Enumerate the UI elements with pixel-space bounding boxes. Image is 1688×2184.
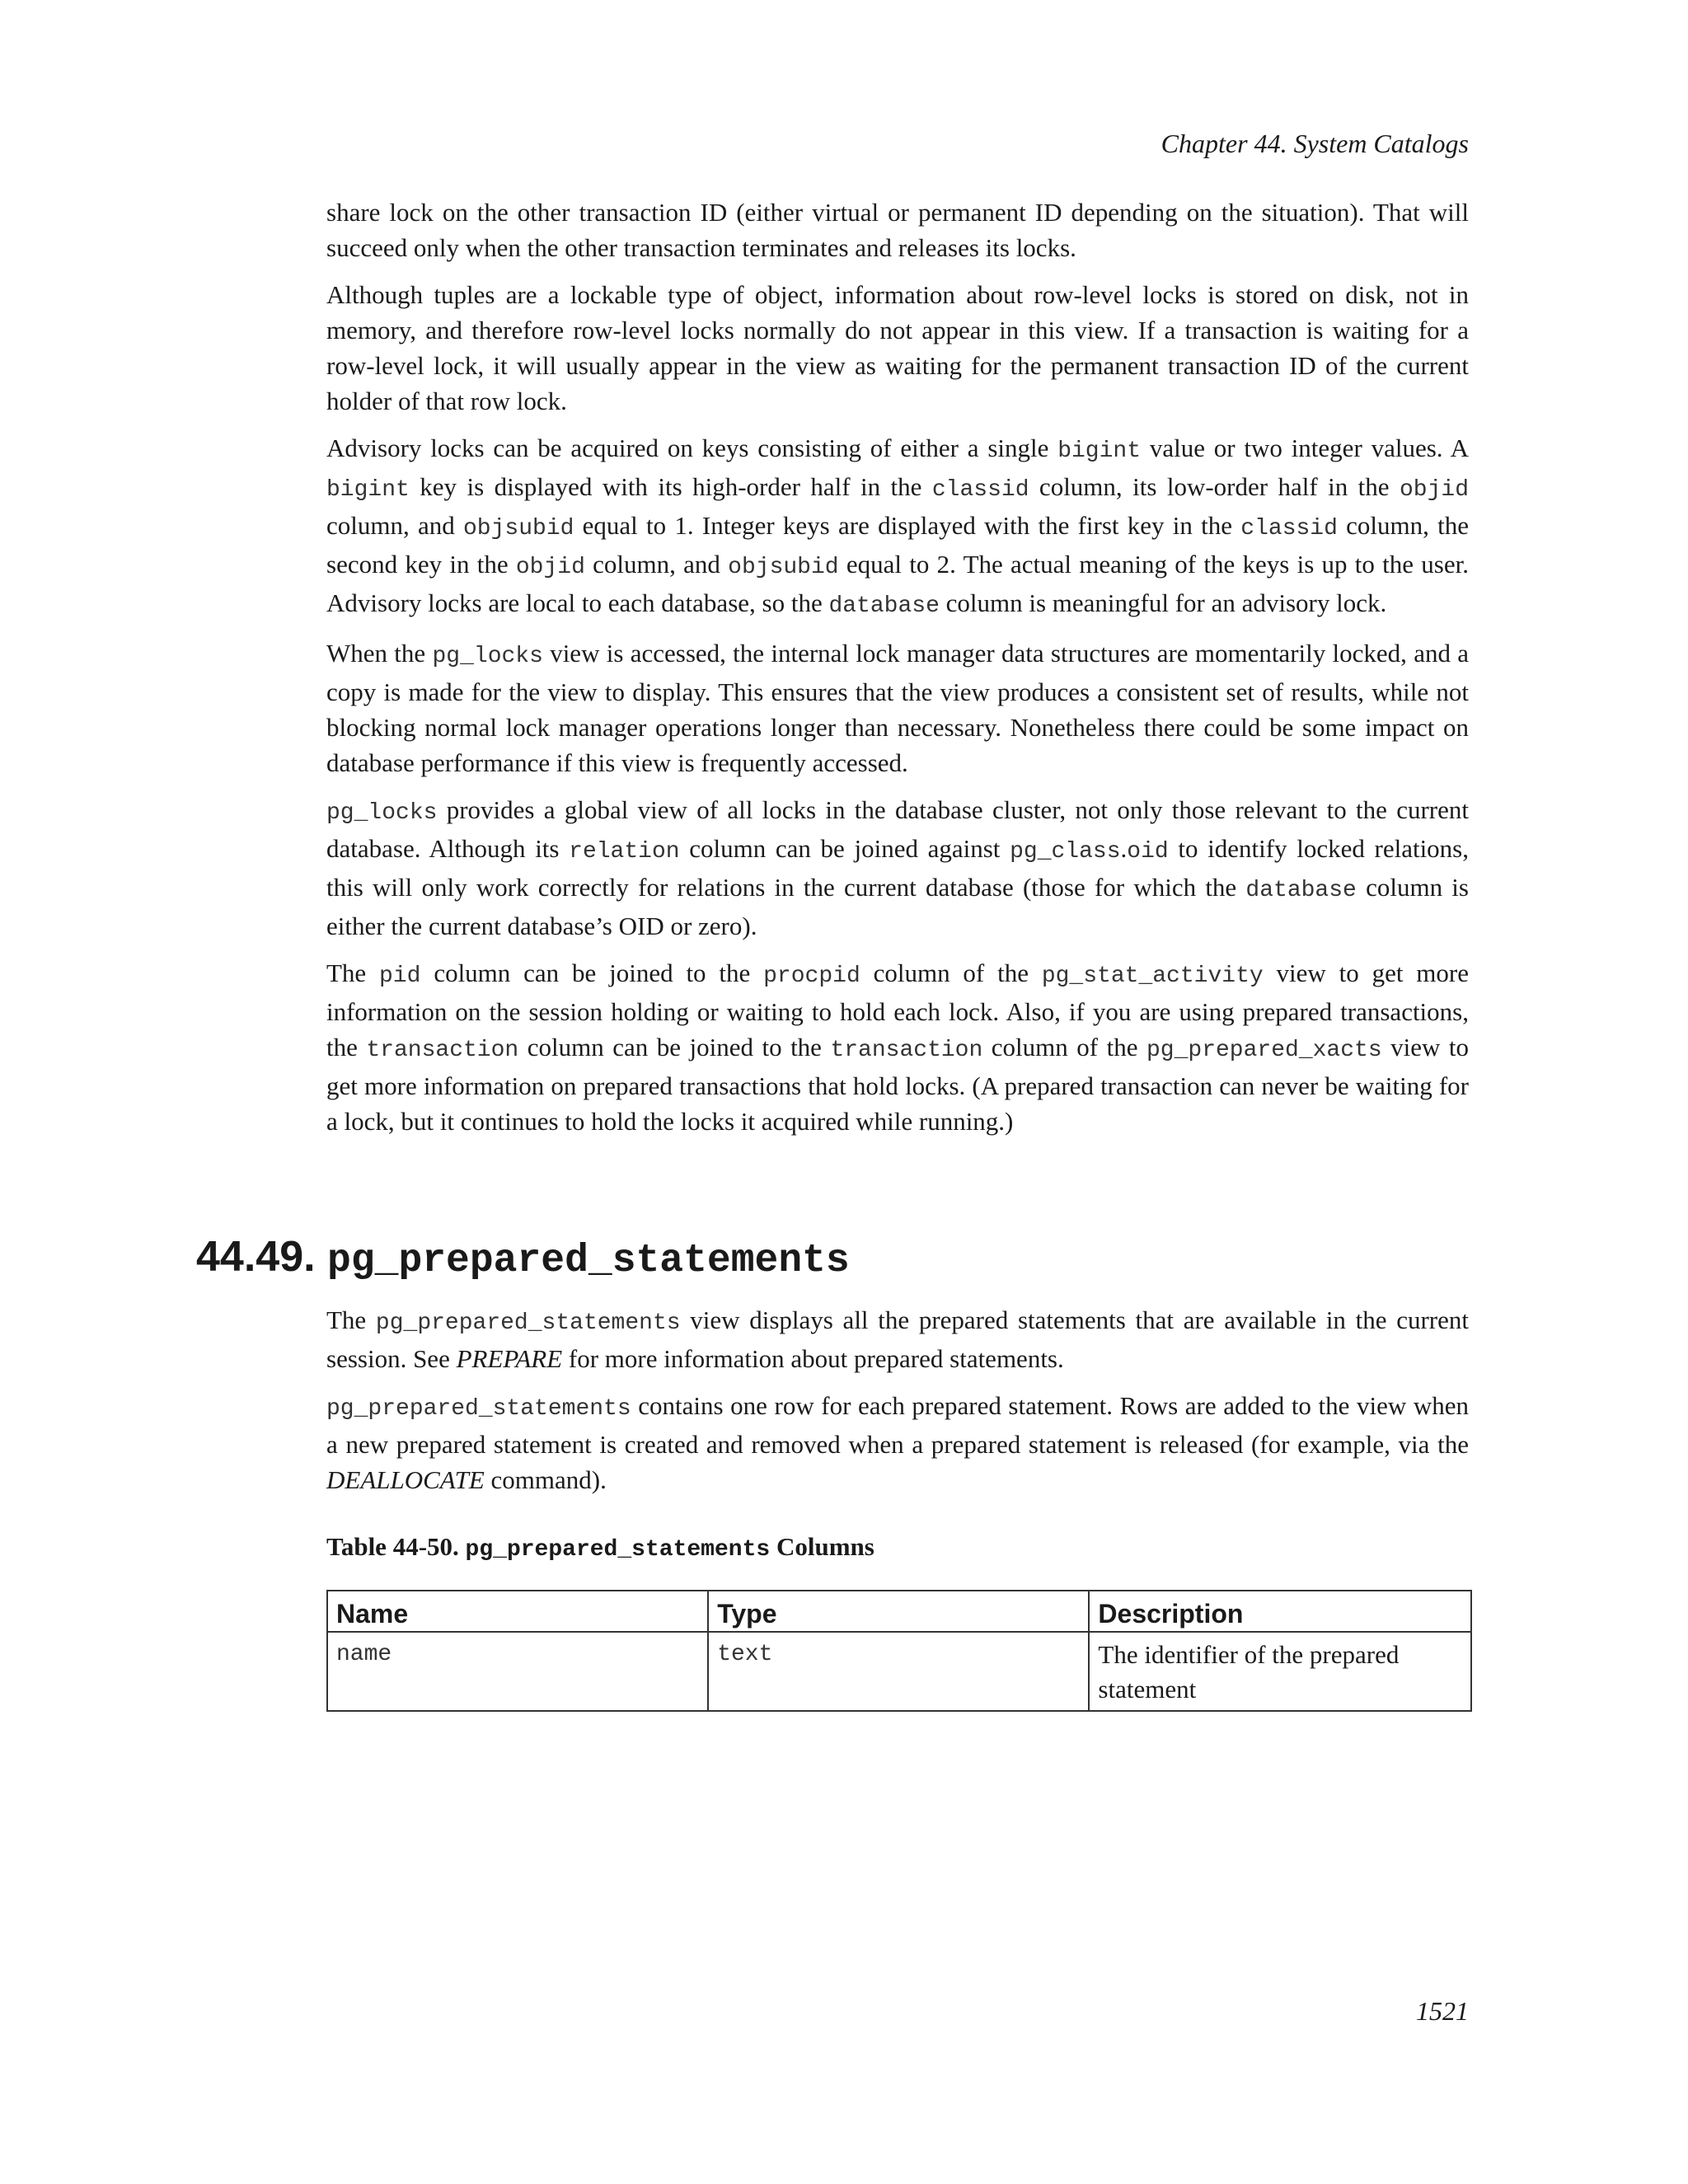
code-classid: classid	[931, 477, 1029, 503]
section-body	[326, 1302, 1469, 1712]
section-number: 44.49.	[196, 1233, 316, 1281]
code-transaction: transaction	[366, 1038, 519, 1063]
cell-description: The identifier of the prepared statement	[1089, 1632, 1471, 1711]
table-header-row	[327, 1591, 1471, 1632]
running-header: Chapter 44. System Catalogs	[1160, 129, 1469, 158]
text-run: column can be joined to the	[420, 958, 764, 987]
code-classid: classid	[1240, 516, 1338, 541]
text-run: view displays all the prepared statements that are available in the current session. See	[326, 1305, 1469, 1373]
code-objid: objid	[515, 555, 585, 580]
paragraph-global-view	[326, 792, 1469, 944]
text-run: to identify locked relations, this will only work correctly for relations in the current database (those for which the	[326, 834, 1469, 902]
caption-code: pg_prepared_statements	[465, 1537, 771, 1563]
code-bigint: bigint	[326, 477, 410, 503]
text-run: The	[326, 958, 380, 987]
table-row	[327, 1632, 1471, 1711]
text-run: The	[326, 1305, 376, 1334]
paragraph-view-description	[326, 1302, 1469, 1376]
text-run: view is accessed, the internal lock manager data structures are momentarily locked, and a copy is made for the view to display. This ensures that the view produces a consistent set of results, while not blocking normal lock manager operations longer than necessary. Nonetheless there could be some impact on database performance if this view is frequently accessed.	[326, 639, 1470, 777]
text-run: column, its low-order half in the	[1029, 472, 1400, 501]
text-run: provides a global view of all locks in the database cluster, not only those relevant to the current database. Although its	[326, 795, 1469, 863]
code-pg-prepared-statements: pg_prepared_statements	[375, 1310, 681, 1336]
text-run: column can be joined against	[679, 834, 1010, 863]
text-run: Although tuples are a lockable type of object, information about row-level locks is stored on disk, not in memory, and therefore row-level locks normally do not appear in this view. If a transaction is waiting for a row-level lock, it will usually appear in the view as waiting for the permanent transaction ID of the current holder of that row lock.	[326, 280, 1469, 415]
code-objsubid: objsubid	[463, 516, 574, 541]
code-transaction: transaction	[830, 1038, 983, 1063]
text-run: column is either the current database’s OID or zero).	[326, 873, 1469, 940]
section-title-code: pg_prepared_statements	[327, 1239, 850, 1283]
code-relation: relation	[569, 839, 680, 865]
section-heading	[196, 1228, 850, 1290]
text-run: equal to 1. Integer keys are displayed with the first key in the	[574, 511, 1241, 540]
paragraph-pg-locks-access	[326, 635, 1469, 780]
code-pg-locks: pg_locks	[432, 644, 543, 669]
text-run: When the	[326, 639, 433, 668]
code-database: database	[1245, 878, 1357, 903]
code-oid: oid	[1127, 839, 1169, 865]
paragraph-pid-column	[326, 955, 1469, 1139]
code-pg-prepared-statements: pg_prepared_statements	[326, 1396, 631, 1422]
text-run: .	[1120, 834, 1128, 863]
code-pg-locks: pg_locks	[326, 800, 438, 826]
text-run: view to get more information on the session holding or waiting to hold each lock. Also, if you are using prepared transactions, the	[326, 958, 1469, 1062]
text-run: contains one row for each prepared statement. Rows are added to the view when a new prepared statement is created and removed when a prepared statement is released (for example, via the	[326, 1391, 1469, 1459]
text-run: value or two integer values. A	[1141, 434, 1469, 462]
columns-table	[326, 1590, 1472, 1712]
text-run: column, and	[326, 511, 463, 540]
page-number: 1521	[1416, 1996, 1469, 2026]
header-type: Type	[708, 1591, 1089, 1632]
text-run: Advisory locks can be acquired on keys consisting of either a single	[326, 434, 1058, 462]
body-text	[326, 194, 1469, 1151]
text-run: column of the	[860, 958, 1042, 987]
code-bigint: bigint	[1057, 438, 1142, 464]
code-procpid: procpid	[763, 963, 860, 989]
table-caption	[326, 1530, 1469, 1567]
text-run: column, the second key in the	[326, 511, 1470, 579]
code-pid: pid	[379, 963, 421, 989]
code-pg-stat-activity: pg_stat_activity	[1041, 963, 1264, 989]
paragraph-share-lock	[326, 194, 1469, 265]
text-run: column of the	[982, 1033, 1146, 1062]
caption-suffix: Columns	[770, 1532, 874, 1561]
text-run: view to get more information on prepared transactions that hold locks. (A prepared transaction can never be waiting for a lock, but it continues to hold the locks it acquired while running.)	[326, 1033, 1470, 1136]
cell-name: name	[327, 1632, 708, 1711]
text-run: equal to 2. The actual meaning of the keys is up to the user. Advisory locks are local to each database, so the	[326, 550, 1469, 617]
header-description: Description	[1089, 1591, 1471, 1632]
text-run: share lock on the other transaction ID (either virtual or permanent ID depending on the situation). That will succeed only when the other transaction terminates and releases its locks.	[326, 198, 1469, 262]
text-run: for more information about prepared statements.	[562, 1344, 1064, 1373]
header-name: Name	[327, 1591, 708, 1632]
paragraph-row-level-locks	[326, 277, 1469, 419]
text-run: column, and	[584, 550, 729, 579]
text-run: column can be joined to the	[518, 1033, 831, 1062]
link-deallocate[interactable]: DEALLOCATE	[326, 1465, 485, 1494]
code-pg-prepared-xacts: pg_prepared_xacts	[1146, 1038, 1382, 1063]
caption-prefix: Table 44-50.	[326, 1532, 466, 1561]
text-run: key is displayed with its high-order half in the	[409, 472, 932, 501]
code-pg-class: pg_class	[1010, 839, 1121, 865]
text-run: column is meaningful for an advisory lock.	[939, 588, 1387, 617]
text-run: command).	[484, 1465, 607, 1494]
code-database: database	[828, 593, 940, 619]
paragraph-advisory-locks	[326, 430, 1469, 624]
link-prepare[interactable]: PREPARE	[456, 1344, 563, 1373]
paragraph-rows-description	[326, 1388, 1469, 1497]
code-objsubid: objsubid	[728, 555, 839, 580]
code-objid: objid	[1400, 477, 1470, 503]
cell-type: text	[708, 1632, 1089, 1711]
